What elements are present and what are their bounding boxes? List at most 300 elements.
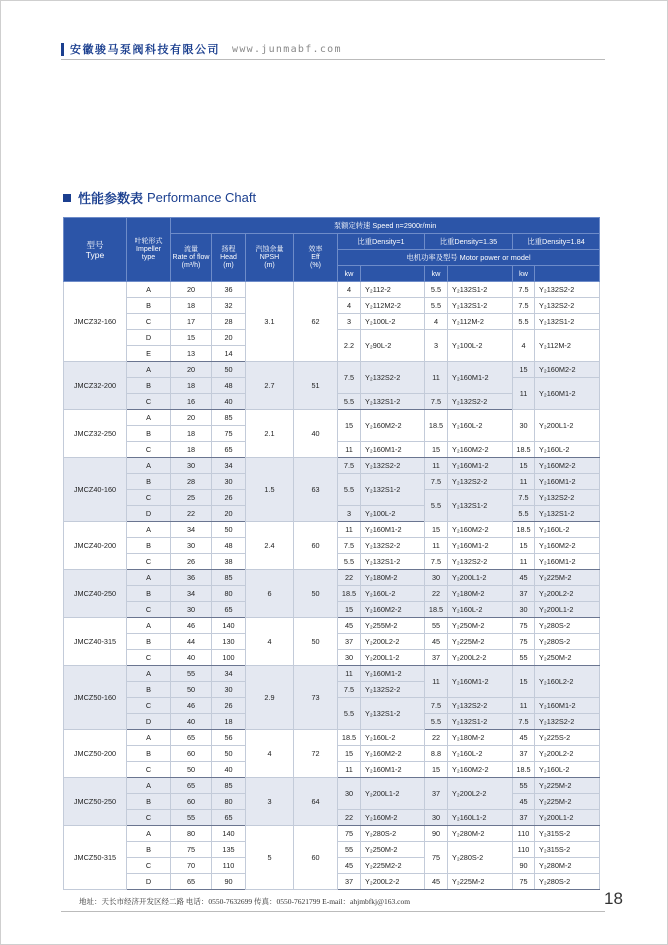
model-name-cell: JMCZ40-200 bbox=[64, 522, 127, 570]
motor-model-cell: Y₂160L-2 bbox=[361, 586, 425, 602]
eff-cell: 51 bbox=[294, 362, 338, 410]
performance-table bbox=[63, 217, 600, 890]
motor-model-cell: Y₂160M-2 bbox=[361, 810, 425, 826]
motor-model-cell: Y₂225M-2 bbox=[535, 570, 600, 586]
model2-header bbox=[448, 266, 513, 282]
impeller-cell: B bbox=[127, 586, 171, 602]
motor-model-cell: Y₂200L2-2 bbox=[361, 634, 425, 650]
motor-model-cell: Y₂160M2-2 bbox=[448, 442, 513, 458]
footer-divider bbox=[61, 911, 605, 912]
motor-model-cell: Y₂160M1-2 bbox=[361, 666, 425, 682]
motor-kw-cell: 11 bbox=[338, 666, 361, 682]
motor-kw-cell: 15 bbox=[513, 458, 535, 474]
col-type-header bbox=[64, 218, 127, 282]
motor-model-cell: Y₂132S2-2 bbox=[361, 682, 425, 698]
impeller-cell: C bbox=[127, 314, 171, 330]
impeller-cell: B bbox=[127, 682, 171, 698]
section-title-cn: 性能参数表 bbox=[78, 191, 144, 206]
head-cell: 56 bbox=[212, 730, 246, 746]
motor-kw-cell: 11 bbox=[425, 458, 448, 474]
motor-model-cell: Y₂225M-2 bbox=[535, 778, 600, 794]
impeller-cell: C bbox=[127, 490, 171, 506]
head-cell: 34 bbox=[212, 666, 246, 682]
motor-kw-cell: 18.5 bbox=[425, 602, 448, 618]
head-cell: 34 bbox=[212, 458, 246, 474]
motor-model-cell: Y₂225M-2 bbox=[448, 634, 513, 650]
motor-model-cell: Y₂280M-2 bbox=[535, 858, 600, 874]
head-cell: 14 bbox=[212, 346, 246, 362]
motor-model-cell: Y₂160M1-2 bbox=[361, 762, 425, 778]
motor-kw-cell: 37 bbox=[513, 586, 535, 602]
npsh-cell: 6 bbox=[246, 570, 294, 618]
motor-model-cell: Y₂160M1-2 bbox=[448, 362, 513, 394]
motor-kw-cell: 11 bbox=[338, 442, 361, 458]
motor-model-cell: Y₂225M-2 bbox=[535, 794, 600, 810]
motor-kw-cell: 11 bbox=[513, 378, 535, 410]
motor-kw-cell: 15 bbox=[513, 666, 535, 698]
motor-model-cell: Y₂160L-2 bbox=[535, 442, 600, 458]
motor-kw-cell: 90 bbox=[513, 858, 535, 874]
flow-cell: 15 bbox=[171, 330, 212, 346]
table-row bbox=[64, 730, 600, 746]
model-name-cell: JMCZ50-200 bbox=[64, 730, 127, 778]
motor-kw-cell: 18.5 bbox=[425, 410, 448, 442]
eff-cell: 60 bbox=[294, 522, 338, 570]
flow-cell: 65 bbox=[171, 874, 212, 890]
motor-model-cell: Y₂112M2-2 bbox=[361, 298, 425, 314]
motor-kw-cell: 22 bbox=[338, 810, 361, 826]
motor-kw-cell: 37 bbox=[513, 810, 535, 826]
motor-model-cell: Y₂132S2-2 bbox=[535, 490, 600, 506]
eff-cell: 64 bbox=[294, 778, 338, 826]
flow-cell: 60 bbox=[171, 746, 212, 762]
motor-model-cell: Y₂160L2-2 bbox=[535, 666, 600, 698]
motor-kw-cell: 18.5 bbox=[513, 762, 535, 778]
model-name-cell: JMCZ40-160 bbox=[64, 458, 127, 522]
head-cell: 85 bbox=[212, 778, 246, 794]
motor-kw-cell: 5.5 bbox=[338, 698, 361, 730]
motor-model-cell: Y₂180M-2 bbox=[448, 586, 513, 602]
motor-kw-cell: 4 bbox=[338, 282, 361, 298]
eff-cell: 40 bbox=[294, 410, 338, 458]
head-cell: 18 bbox=[212, 714, 246, 730]
motor-model-cell: Y₂132S2-2 bbox=[535, 298, 600, 314]
flow-cell: 46 bbox=[171, 618, 212, 634]
head-cell: 40 bbox=[212, 762, 246, 778]
head-cell: 90 bbox=[212, 874, 246, 890]
flow-cell: 26 bbox=[171, 554, 212, 570]
npsh-cell: 2.9 bbox=[246, 666, 294, 730]
col-eff-header bbox=[294, 234, 338, 282]
head-cell: 40 bbox=[212, 394, 246, 410]
motor-kw-cell: 55 bbox=[513, 778, 535, 794]
flow-cell: 55 bbox=[171, 666, 212, 682]
motor-model-cell: Y₂280S-2 bbox=[535, 874, 600, 890]
motor-model-cell: Y₂132S1-2 bbox=[448, 490, 513, 522]
table-row bbox=[64, 618, 600, 634]
flow-cell: 20 bbox=[171, 410, 212, 426]
motor-kw-cell: 110 bbox=[513, 826, 535, 842]
eff-cell: 60 bbox=[294, 826, 338, 890]
impeller-cell: C bbox=[127, 698, 171, 714]
motor-kw-cell: 45 bbox=[513, 730, 535, 746]
motor-model-cell: Y₂200L1-2 bbox=[448, 570, 513, 586]
motor-model-cell: Y₂180M-2 bbox=[448, 730, 513, 746]
impeller-cell: C bbox=[127, 858, 171, 874]
motor-model-cell: Y₂160M1-2 bbox=[361, 522, 425, 538]
impeller-cell: C bbox=[127, 554, 171, 570]
impeller-cell: D bbox=[127, 506, 171, 522]
motor-model-cell: Y₂132S1-2 bbox=[535, 314, 600, 330]
motor-model-cell: Y₂160M1-2 bbox=[535, 554, 600, 570]
flow-cell: 20 bbox=[171, 282, 212, 298]
head-cell: 30 bbox=[212, 474, 246, 490]
motor-kw-cell: 7.5 bbox=[338, 458, 361, 474]
col-head-unit: (m) bbox=[223, 261, 234, 269]
table-row bbox=[64, 570, 600, 586]
motor-kw-cell: 30 bbox=[338, 650, 361, 666]
model-group bbox=[64, 730, 600, 778]
motor-kw-cell: 90 bbox=[425, 826, 448, 842]
motor-kw-cell: 7.5 bbox=[513, 282, 535, 298]
motor-model-cell: Y₂160M1-2 bbox=[535, 474, 600, 490]
motor-model-cell: Y₂100L-2 bbox=[448, 330, 513, 362]
flow-cell: 65 bbox=[171, 730, 212, 746]
motor-kw-cell: 18.5 bbox=[338, 586, 361, 602]
motor-kw-cell: 75 bbox=[513, 634, 535, 650]
motor-kw-cell: 15 bbox=[338, 746, 361, 762]
flow-cell: 44 bbox=[171, 634, 212, 650]
impeller-cell: C bbox=[127, 810, 171, 826]
motor-model-cell: Y₂160L-2 bbox=[361, 730, 425, 746]
motor-model-cell: Y₂132S1-2 bbox=[448, 298, 513, 314]
motor-model-cell: Y₂200L2-2 bbox=[361, 874, 425, 890]
model-name-cell: JMCZ32-200 bbox=[64, 362, 127, 410]
motor-kw-cell: 5.5 bbox=[513, 506, 535, 522]
motor-kw-cell: 15 bbox=[513, 538, 535, 554]
impeller-cell: C bbox=[127, 762, 171, 778]
motor-kw-cell: 5.5 bbox=[338, 554, 361, 570]
flow-cell: 16 bbox=[171, 394, 212, 410]
flow-cell: 60 bbox=[171, 794, 212, 810]
col-head-cn: 扬程 bbox=[221, 245, 236, 253]
motor-model-cell: Y₂132S2-2 bbox=[448, 554, 513, 570]
motor-header: 电机功率及型号 Motor power or model bbox=[338, 250, 600, 266]
head-cell: 65 bbox=[212, 442, 246, 458]
motor-kw-cell: 3 bbox=[425, 330, 448, 362]
model-group bbox=[64, 618, 600, 666]
eff-cell: 73 bbox=[294, 666, 338, 730]
motor-model-cell: Y₂160M1-2 bbox=[448, 458, 513, 474]
motor-model-cell: Y₂160M2-2 bbox=[535, 538, 600, 554]
motor-kw-cell: 37 bbox=[513, 746, 535, 762]
motor-kw-cell: 7.5 bbox=[425, 474, 448, 490]
col-impeller-en2: type bbox=[141, 253, 156, 261]
motor-kw-cell: 15 bbox=[338, 410, 361, 442]
motor-kw-cell: 37 bbox=[425, 778, 448, 810]
motor-model-cell: Y₂112M-2 bbox=[448, 314, 513, 330]
motor-kw-cell: 2.2 bbox=[338, 330, 361, 362]
motor-model-cell: Y₂200L2-2 bbox=[448, 778, 513, 810]
motor-kw-cell: 4 bbox=[513, 330, 535, 362]
motor-kw-cell: 30 bbox=[513, 602, 535, 618]
motor-model-cell: Y₂90L-2 bbox=[361, 330, 425, 362]
motor-kw-cell: 37 bbox=[425, 650, 448, 666]
head-cell: 26 bbox=[212, 490, 246, 506]
impeller-cell: E bbox=[127, 346, 171, 362]
motor-model-cell: Y₂160L-2 bbox=[535, 762, 600, 778]
flow-cell: 30 bbox=[171, 458, 212, 474]
model3-header bbox=[535, 266, 600, 282]
company-name: 安徽骏马泵阀科技有限公司 bbox=[70, 44, 220, 56]
head-cell: 30 bbox=[212, 682, 246, 698]
flow-cell: 65 bbox=[171, 778, 212, 794]
motor-kw-cell: 55 bbox=[513, 650, 535, 666]
motor-model-cell: Y₂225M-2 bbox=[448, 874, 513, 890]
flow-cell: 80 bbox=[171, 826, 212, 842]
motor-kw-cell: 11 bbox=[338, 522, 361, 538]
motor-kw-cell: 75 bbox=[513, 874, 535, 890]
motor-model-cell: Y₂280S-2 bbox=[448, 842, 513, 874]
impeller-cell: B bbox=[127, 746, 171, 762]
eff-cell: 63 bbox=[294, 458, 338, 522]
motor-kw-cell: 11 bbox=[513, 474, 535, 490]
motor-model-cell: Y₂160M1-2 bbox=[448, 538, 513, 554]
flow-cell: 18 bbox=[171, 442, 212, 458]
motor-model-cell: Y₂250M-2 bbox=[361, 842, 425, 858]
impeller-cell: B bbox=[127, 794, 171, 810]
head-cell: 140 bbox=[212, 618, 246, 634]
motor-kw-cell: 18.5 bbox=[513, 442, 535, 458]
impeller-cell: A bbox=[127, 362, 171, 378]
col-head-header bbox=[212, 234, 246, 282]
motor-kw-cell: 15 bbox=[338, 602, 361, 618]
motor-model-cell: Y₂160M2-2 bbox=[535, 362, 600, 378]
motor-model-cell: Y₂132S1-2 bbox=[361, 474, 425, 506]
table-row bbox=[64, 282, 600, 298]
motor-kw-cell: 75 bbox=[425, 842, 448, 874]
head-cell: 65 bbox=[212, 810, 246, 826]
npsh-cell: 5 bbox=[246, 826, 294, 890]
flow-cell: 18 bbox=[171, 426, 212, 442]
flow-cell: 70 bbox=[171, 858, 212, 874]
motor-model-cell: Y₂112-2 bbox=[361, 282, 425, 298]
motor-kw-cell: 45 bbox=[513, 570, 535, 586]
npsh-cell: 3.1 bbox=[246, 282, 294, 362]
motor-kw-cell: 11 bbox=[425, 666, 448, 698]
col-eff-cn: 效率 bbox=[308, 245, 323, 253]
density1-header: 比重Density=1 bbox=[338, 234, 425, 250]
model-group bbox=[64, 282, 600, 362]
motor-kw-cell: 5.5 bbox=[425, 714, 448, 730]
eff-cell: 50 bbox=[294, 618, 338, 666]
col-npsh-en: NPSH bbox=[259, 253, 280, 261]
head-cell: 135 bbox=[212, 842, 246, 858]
motor-model-cell: Y₂250M-2 bbox=[535, 650, 600, 666]
eff-cell: 72 bbox=[294, 730, 338, 778]
flow-cell: 36 bbox=[171, 570, 212, 586]
speed-header: 泵额定转速 Speed n=2900r/min bbox=[171, 218, 600, 234]
flow-cell: 34 bbox=[171, 586, 212, 602]
page-header bbox=[61, 41, 342, 57]
company-url: www.junmabf.com bbox=[232, 43, 342, 55]
flow-cell: 30 bbox=[171, 538, 212, 554]
head-cell: 48 bbox=[212, 378, 246, 394]
motor-kw-cell: 30 bbox=[338, 778, 361, 810]
motor-model-cell: Y₂160L-2 bbox=[448, 746, 513, 762]
model-group bbox=[64, 362, 600, 410]
motor-kw-cell: 11 bbox=[513, 698, 535, 714]
motor-kw-cell: 15 bbox=[425, 522, 448, 538]
motor-kw-cell: 75 bbox=[338, 826, 361, 842]
header-divider bbox=[61, 59, 605, 60]
motor-kw-cell: 7.5 bbox=[338, 682, 361, 698]
motor-model-cell: Y₂200L1-2 bbox=[361, 650, 425, 666]
col-npsh-cn: 汽蚀余量 bbox=[255, 245, 284, 253]
npsh-cell: 4 bbox=[246, 618, 294, 666]
motor-model-cell: Y₂160L-2 bbox=[535, 522, 600, 538]
motor-model-cell: Y₂132S1-2 bbox=[448, 714, 513, 730]
motor-model-cell: Y₂160M1-2 bbox=[361, 442, 425, 458]
npsh-cell: 1.5 bbox=[246, 458, 294, 522]
motor-kw-cell: 30 bbox=[513, 410, 535, 442]
motor-model-cell: Y₂160M2-2 bbox=[448, 522, 513, 538]
motor-model-cell: Y₂132S1-2 bbox=[361, 554, 425, 570]
kw1-header: kw bbox=[338, 266, 361, 282]
impeller-cell: C bbox=[127, 442, 171, 458]
motor-kw-cell: 15 bbox=[425, 762, 448, 778]
motor-kw-cell: 22 bbox=[425, 730, 448, 746]
head-cell: 48 bbox=[212, 538, 246, 554]
flow-cell: 13 bbox=[171, 346, 212, 362]
head-cell: 140 bbox=[212, 826, 246, 842]
motor-kw-cell: 5.5 bbox=[338, 394, 361, 410]
col-eff-unit: (%) bbox=[310, 261, 321, 269]
motor-model-cell: Y₂132S2-2 bbox=[361, 538, 425, 554]
npsh-cell: 4 bbox=[246, 730, 294, 778]
section-title bbox=[63, 188, 256, 207]
motor-model-cell: Y₂132S1-2 bbox=[448, 282, 513, 298]
flow-cell: 18 bbox=[171, 378, 212, 394]
motor-kw-cell: 18.5 bbox=[513, 522, 535, 538]
motor-kw-cell: 30 bbox=[425, 810, 448, 826]
col-impeller-cn: 叶轮形式 bbox=[134, 237, 163, 245]
impeller-cell: A bbox=[127, 410, 171, 426]
table-header bbox=[64, 218, 600, 282]
motor-kw-cell: 5.5 bbox=[425, 298, 448, 314]
impeller-cell: A bbox=[127, 666, 171, 682]
head-cell: 80 bbox=[212, 586, 246, 602]
model-group bbox=[64, 522, 600, 570]
col-impeller-header bbox=[127, 218, 171, 282]
motor-kw-cell: 11 bbox=[513, 554, 535, 570]
model-name-cell: JMCZ32-160 bbox=[64, 282, 127, 362]
motor-model-cell: Y₂255M-2 bbox=[361, 618, 425, 634]
impeller-cell: B bbox=[127, 634, 171, 650]
motor-model-cell: Y₂315S-2 bbox=[535, 842, 600, 858]
impeller-cell: B bbox=[127, 378, 171, 394]
motor-model-cell: Y₂160L1-2 bbox=[448, 810, 513, 826]
flow-cell: 22 bbox=[171, 506, 212, 522]
motor-kw-cell: 7.5 bbox=[513, 490, 535, 506]
head-cell: 75 bbox=[212, 426, 246, 442]
model-name-cell: JMCZ40-250 bbox=[64, 570, 127, 618]
motor-model-cell: Y₂225M2-2 bbox=[361, 858, 425, 874]
motor-kw-cell: 37 bbox=[338, 634, 361, 650]
motor-kw-cell: 5.5 bbox=[425, 282, 448, 298]
head-cell: 85 bbox=[212, 570, 246, 586]
motor-model-cell: Y₂132S2-2 bbox=[448, 698, 513, 714]
head-cell: 32 bbox=[212, 298, 246, 314]
motor-kw-cell: 45 bbox=[513, 794, 535, 810]
col-head-en: Head bbox=[220, 253, 237, 261]
flow-cell: 40 bbox=[171, 714, 212, 730]
model-name-cell: JMCZ50-250 bbox=[64, 778, 127, 826]
motor-model-cell: Y₂200L1-2 bbox=[535, 410, 600, 442]
motor-model-cell: Y₂200L1-2 bbox=[361, 778, 425, 810]
motor-kw-cell: 7.5 bbox=[425, 394, 448, 410]
impeller-cell: B bbox=[127, 538, 171, 554]
motor-kw-cell: 15 bbox=[513, 362, 535, 378]
motor-kw-cell: 7.5 bbox=[425, 554, 448, 570]
col-npsh-header bbox=[246, 234, 294, 282]
motor-kw-cell: 37 bbox=[338, 874, 361, 890]
impeller-cell: C bbox=[127, 650, 171, 666]
motor-kw-cell: 5.5 bbox=[425, 490, 448, 522]
motor-kw-cell: 11 bbox=[425, 538, 448, 554]
head-cell: 50 bbox=[212, 362, 246, 378]
motor-model-cell: Y₂160M2-2 bbox=[361, 746, 425, 762]
motor-model-cell: Y₂132S2-2 bbox=[361, 458, 425, 474]
kw2-header: kw bbox=[425, 266, 448, 282]
flow-cell: 30 bbox=[171, 602, 212, 618]
motor-model-cell: Y₂200L1-2 bbox=[535, 602, 600, 618]
npsh-cell: 2.4 bbox=[246, 522, 294, 570]
head-cell: 20 bbox=[212, 506, 246, 522]
impeller-cell: C bbox=[127, 394, 171, 410]
motor-model-cell: Y₂100L-2 bbox=[361, 314, 425, 330]
col-flow-unit: (m³/h) bbox=[181, 261, 201, 269]
head-cell: 36 bbox=[212, 282, 246, 298]
motor-model-cell: Y₂112M-2 bbox=[535, 330, 600, 362]
impeller-cell: B bbox=[127, 842, 171, 858]
col-type-cn: 型号 bbox=[86, 239, 104, 250]
motor-model-cell: Y₂225S-2 bbox=[535, 730, 600, 746]
flow-cell: 17 bbox=[171, 314, 212, 330]
motor-model-cell: Y₂160L-2 bbox=[448, 410, 513, 442]
flow-cell: 75 bbox=[171, 842, 212, 858]
motor-kw-cell: 22 bbox=[425, 586, 448, 602]
header-accent-bar bbox=[61, 43, 64, 56]
impeller-cell: A bbox=[127, 730, 171, 746]
model-group bbox=[64, 458, 600, 522]
table-row bbox=[64, 362, 600, 378]
section-title-en: Performance Chaft bbox=[147, 190, 257, 205]
motor-model-cell: Y₂160M1-2 bbox=[448, 666, 513, 698]
motor-model-cell: Y₂160M2-2 bbox=[361, 410, 425, 442]
motor-model-cell: Y₂132S2-2 bbox=[535, 714, 600, 730]
impeller-cell: A bbox=[127, 522, 171, 538]
col-impeller-en1: Impeller bbox=[136, 245, 161, 253]
motor-model-cell: Y₂280S-2 bbox=[361, 826, 425, 842]
eff-cell: 50 bbox=[294, 570, 338, 618]
flow-cell: 20 bbox=[171, 362, 212, 378]
col-eff-en: Eff bbox=[311, 253, 320, 261]
flow-cell: 55 bbox=[171, 810, 212, 826]
npsh-cell: 2.7 bbox=[246, 362, 294, 410]
col-flow-en: Rate of flow bbox=[172, 253, 210, 261]
motor-model-cell: Y₂160M1-2 bbox=[535, 378, 600, 410]
